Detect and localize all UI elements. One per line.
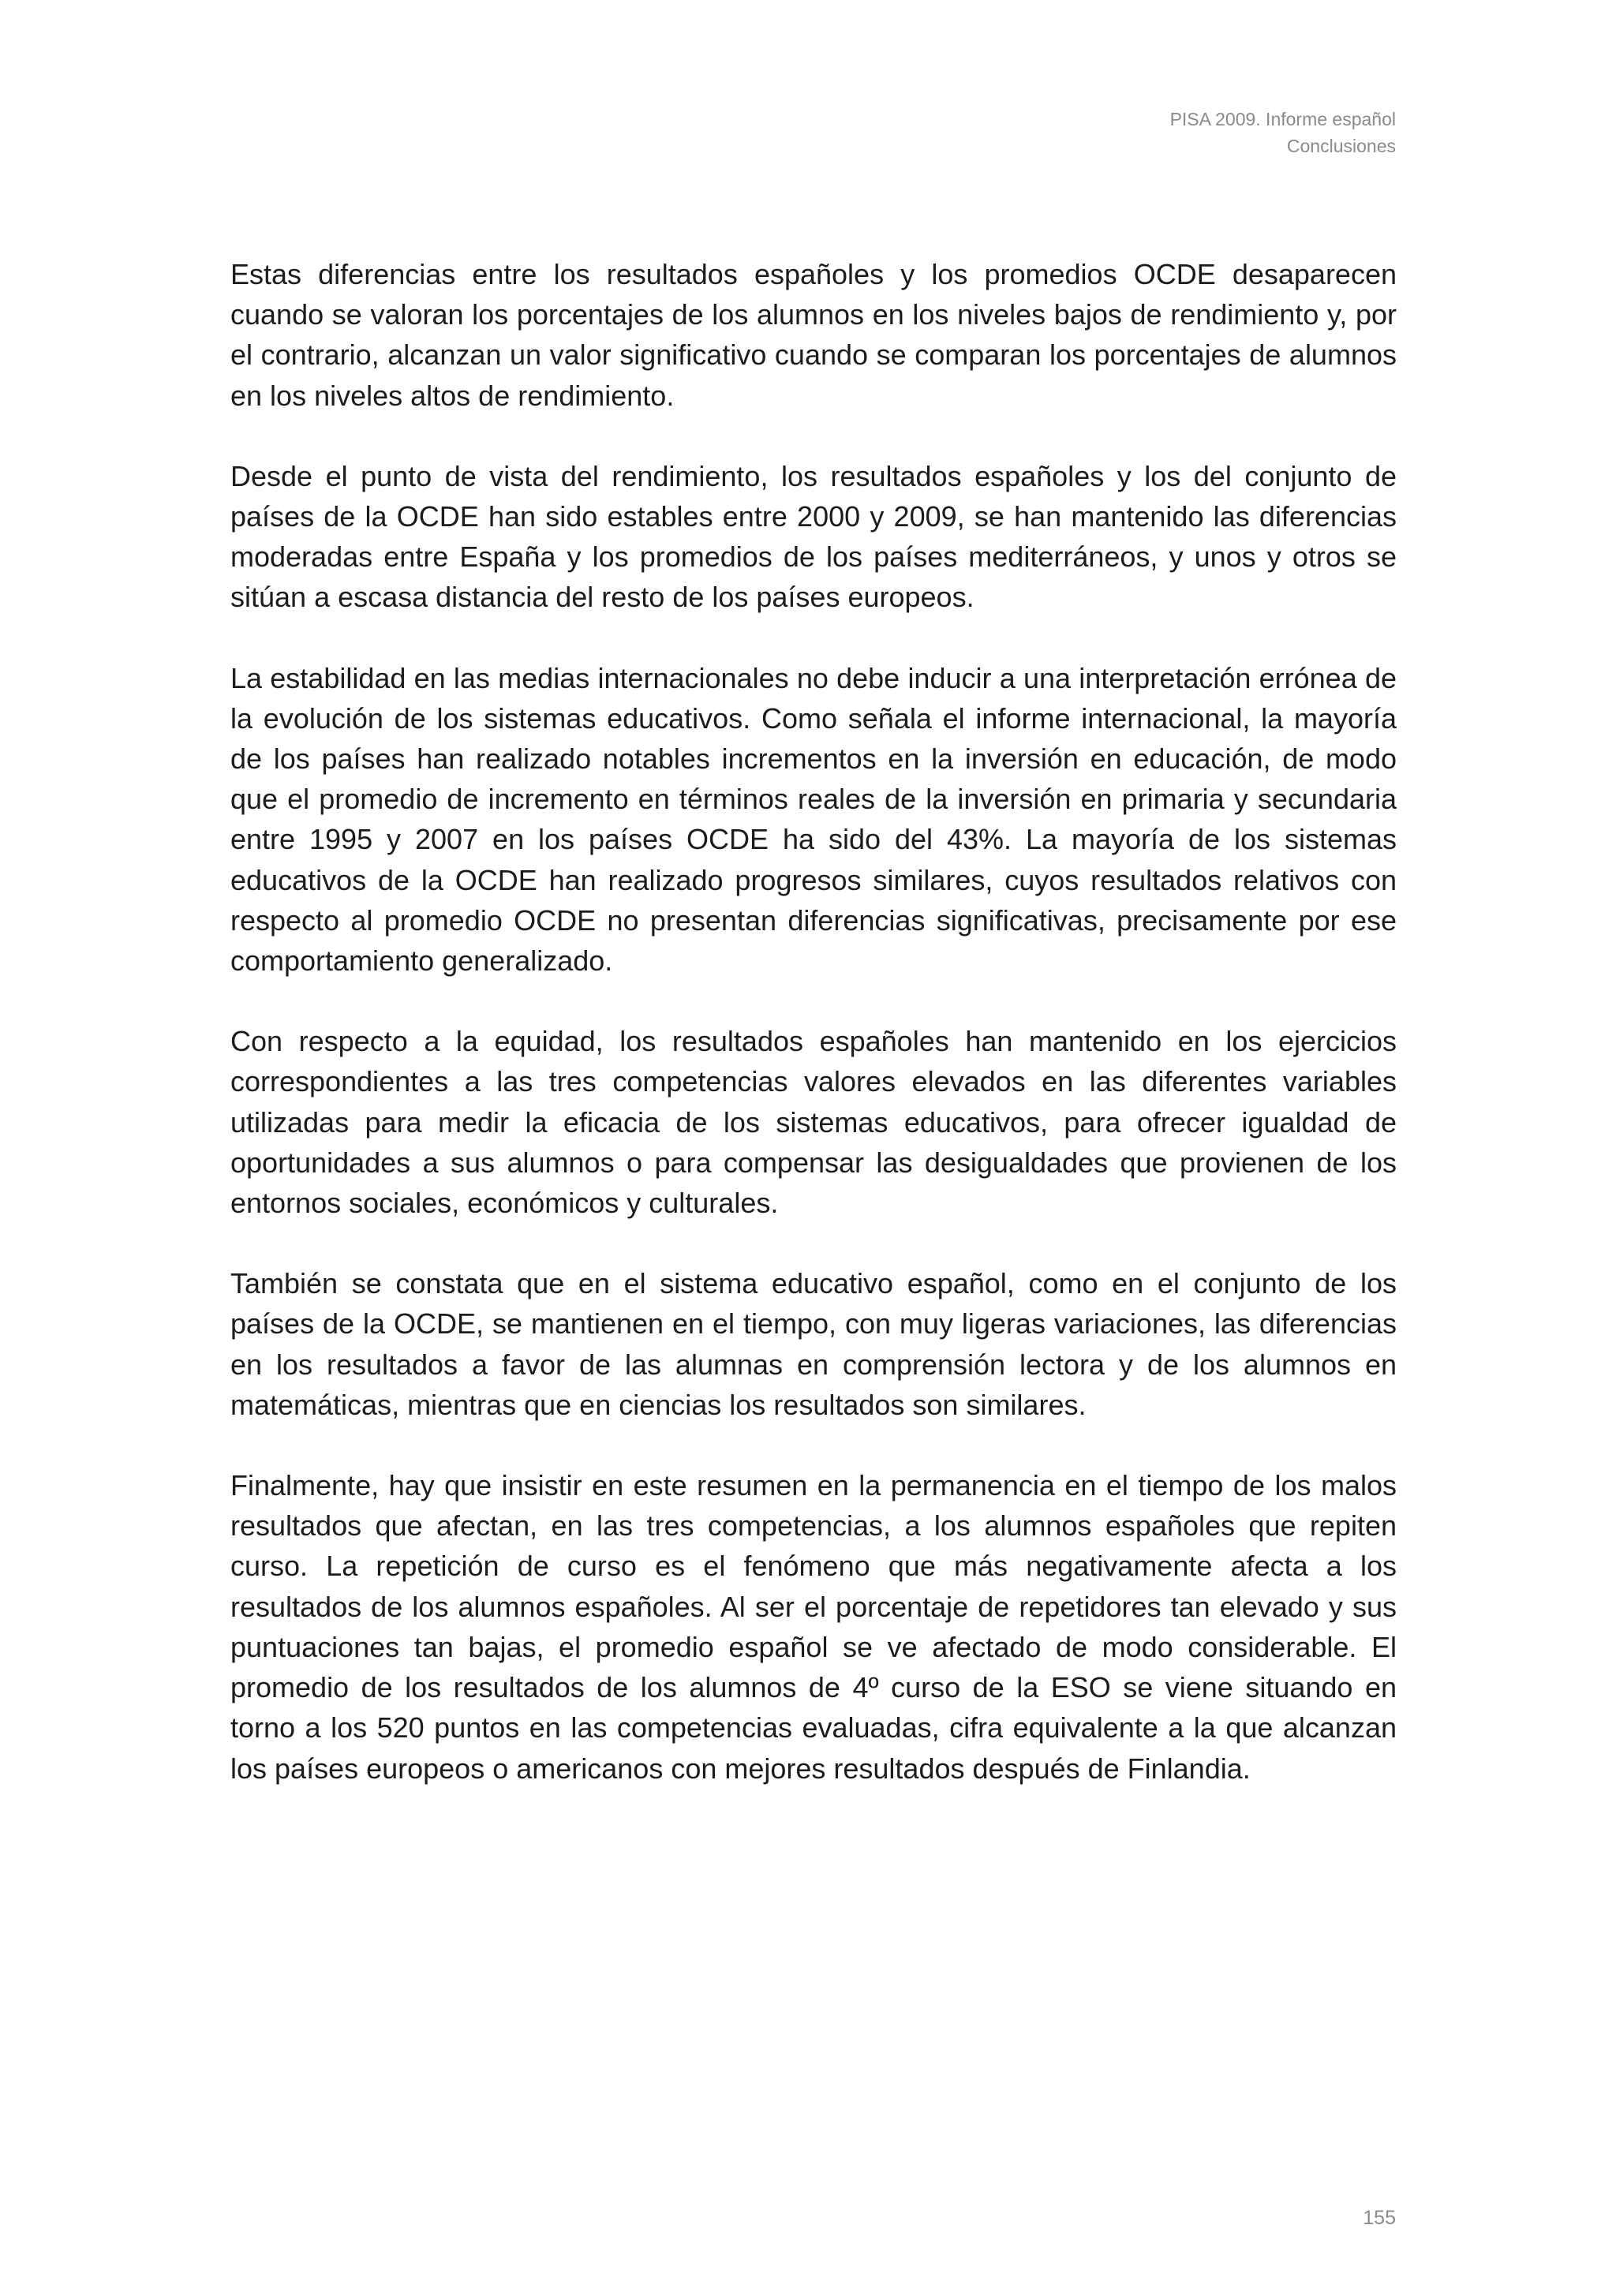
running-header [1170, 106, 1396, 159]
paragraph: Desde el punto de vista del rendimiento, los resultados españoles y los del conjunto de países de la OCDE han sido estables entre 2000 y 2009, se han mantenido las diferencias moderadas entre España y los promedios de los países mediterráneos, y unos y otros se sitúan a escasa distancia del resto de los países europeos. [230, 459, 1397, 614]
header-report-title: PISA 2009. Informe español [1169, 109, 1396, 129]
paragraph: Estas diferencias entre los resultados españoles y los promedios OCDE desaparecen cuando se valoran los porcentajes de los alumnos en los niveles bajos de rendimiento y, por el contrario, alcanzan un valor significativo cuando se comparan los porcentajes de alumnos en los niveles altos de rendimiento. [230, 258, 1397, 412]
paragraph: La estabilidad en las medias internacionales no debe inducir a una interpretación errónea de la evolución de los sistemas educativos. Como señala el informe internacional, la mayoría de los países han realizado notables incrementos en la inversión en educación, de modo que el promedio de incremento en términos reales de la inversión en primaria y secundaria entre 1995 y 2007 en los países OCDE ha sido del 43%. La mayoría de los sistemas educativos de la OCDE han realizado progresos similares, cuyos resultados relativos con respecto al promedio OCDE no presentan diferencias significativas, precisamente por ese comportamiento generalizado. [230, 661, 1397, 978]
paragraph: Finalmente, hay que insistir en este resumen en la permanencia en el tiempo de los malos resultados que afectan, en las tres competencias, a los alumnos españoles que repiten curso. La repetición de curso es el fenómeno que más negativamente afecta a los resultados de los alumnos españoles. Al ser el porcentaje de repetidores tan elevado y sus puntuaciones tan bajas, el promedio español se ve afectado de modo considerable. El promedio de los resultados de los alumnos de 4º curso de la ESO se viene situando en torno a los 520 puntos en las competencias evaluadas, cifra equivalente a la que alcanzan los países europeos o americanos con mejores resultados después de Finlandia. [230, 1469, 1397, 1785]
body-text [230, 254, 1397, 1829]
page-number: 155 [1363, 2207, 1396, 2229]
paragraph: Con respecto a la equidad, los resultados españoles han mantenido en los ejercicios correspondientes a las tres competencias valores elevados en las diferentes variables utilizadas para medir la eficacia de los sistemas educativos, para ofrecer igualdad de oportunidades a sus alumnos o para compensar las desigualdades que provienen de los entornos sociales, económicos y culturales. [230, 1025, 1397, 1220]
header-section-title: Conclusiones [1286, 136, 1396, 156]
paragraph: También se constata que en el sistema educativo español, como en el conjunto de los países de la OCDE, se mantienen en el tiempo, con muy ligeras variaciones, las diferencias en los resultados a favor de las alumnas en comprensión lectora y de los alumnos en matemáticas, mientras que en ciencias los resultados son similares. [230, 1267, 1397, 1421]
